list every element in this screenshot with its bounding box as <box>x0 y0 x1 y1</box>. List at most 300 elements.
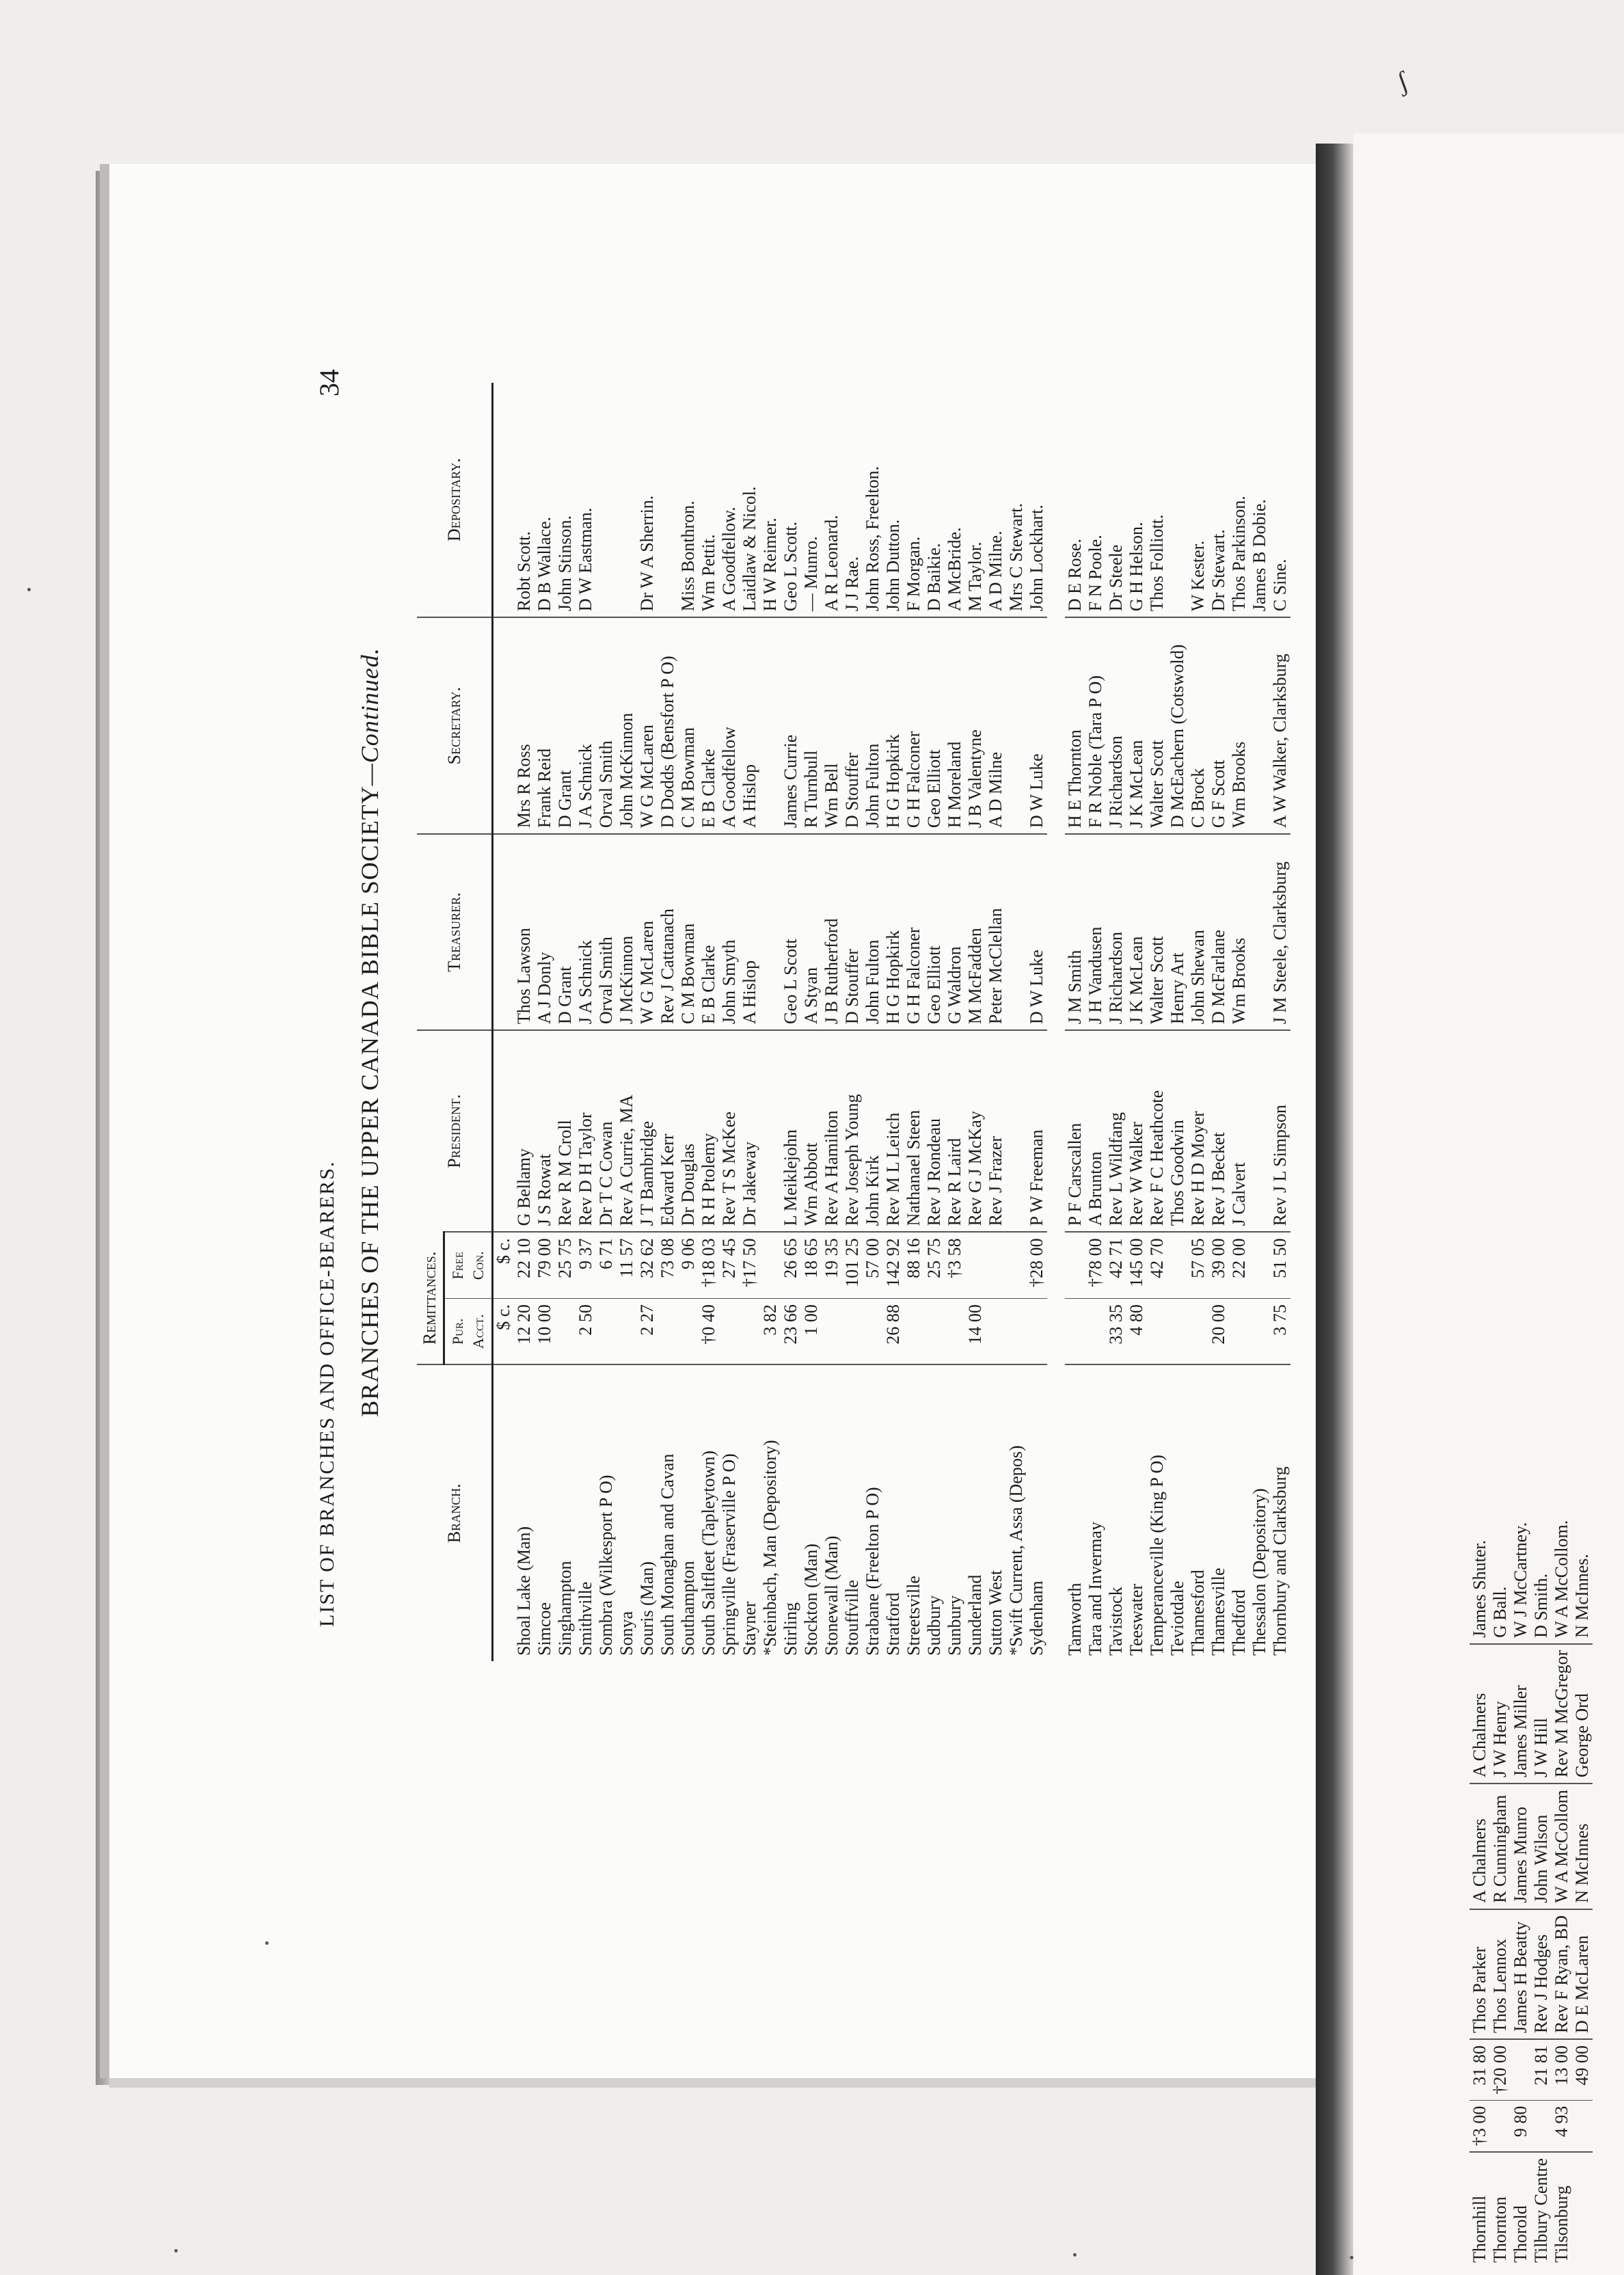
pur-acct-cell: 2 50 <box>576 1299 596 1365</box>
pur-acct-cell <box>1490 2100 1511 2152</box>
treasurer-cell: Thos Lawson <box>514 834 534 1030</box>
pur-acct-cell <box>986 1299 1006 1365</box>
pur-acct-cell: †3 00 <box>1470 2100 1490 2152</box>
header-depositary: Depositary. <box>417 383 493 617</box>
free-con-cell: †78 00 <box>1085 1232 1106 1298</box>
treasurer-cell: A J Donly <box>534 834 555 1030</box>
president-cell: Rev J Frazer <box>986 1030 1006 1232</box>
dust-speck <box>1350 2256 1353 2259</box>
treasurer-cell: D Grant <box>555 834 576 1030</box>
free-con-cell: 73 08 <box>658 1232 678 1298</box>
depositary-cell <box>1167 383 1188 617</box>
secretary-cell: A W Walker, Clarksburg <box>1270 617 1290 834</box>
table-row <box>1006 383 1027 1661</box>
secretary-cell: Wm Bell <box>822 617 842 834</box>
president-cell: James H Beatty <box>1511 1909 1531 2039</box>
president-cell: Rev L Wildfang <box>1106 1030 1126 1232</box>
pur-acct-cell <box>1006 1299 1027 1365</box>
treasurer-cell: J McKinnon <box>617 834 637 1030</box>
secretary-cell: D McEachern (Cotswold) <box>1167 617 1188 834</box>
pur-acct-cell <box>1065 1299 1085 1365</box>
free-con-cell: 26 65 <box>781 1232 801 1298</box>
president-cell: J T Bambridge <box>637 1030 658 1232</box>
depositary-cell: J J Rae. <box>842 556 862 612</box>
treasurer-cell: D McFarlane <box>1208 834 1229 1030</box>
branch-cell: Sudbury <box>924 1364 945 1661</box>
free-con-cell: 57 00 <box>863 1232 883 1298</box>
free-con-cell: 22 00 <box>1229 1232 1249 1298</box>
free-con-cell: 9 37 <box>576 1232 596 1298</box>
table-row <box>883 383 904 1661</box>
pur-acct-cell: 3 82 <box>760 1299 781 1365</box>
secretary-cell: H E Thornton <box>1065 617 1085 834</box>
depositary-cell: Dr Steele <box>1106 544 1126 612</box>
title-continued: —Continued. <box>356 647 383 786</box>
free-con-cell: 42 70 <box>1147 1232 1167 1298</box>
pur-acct-cell <box>617 1299 637 1365</box>
free-con-cell: 25 75 <box>924 1232 945 1298</box>
treasurer-cell: C M Bowman <box>678 834 699 1030</box>
treasurer-cell: Henry Art <box>1167 834 1188 1030</box>
secretary-cell: H Moreland <box>945 617 965 834</box>
depositary-cell <box>617 383 637 617</box>
treasurer-cell: Orval Smith <box>596 834 617 1030</box>
depositary-cell: Thos Folliott. <box>1147 514 1167 612</box>
president-cell: Rev G J McKay <box>965 1030 986 1232</box>
free-con-cell: 25 75 <box>555 1232 576 1298</box>
treasurer-cell: A Chalmers <box>1470 1783 1490 1909</box>
secretary-cell: A Goodfellow <box>719 617 740 834</box>
president-cell: Rev T S McKee <box>719 1030 740 1232</box>
president-cell: Nathanael Steen <box>904 1030 924 1232</box>
depositary-cell: John Lockhart. <box>1027 504 1046 612</box>
table-row <box>1027 383 1047 1661</box>
free-con-cell <box>760 1232 781 1298</box>
secretary-cell: F R Noble (Tara P O) <box>1085 617 1106 834</box>
table-row <box>1085 383 1106 1661</box>
treasurer-cell: John Fulton <box>863 834 883 1030</box>
pur-acct-cell: 4 80 <box>1126 1299 1147 1365</box>
secretary-cell <box>760 617 781 834</box>
branch-cell: Simcoe <box>534 1364 555 1661</box>
treasurer-cell: G H Falconer <box>904 834 924 1030</box>
table-row <box>555 383 576 1661</box>
branch-cell: Tara and Invermay <box>1085 1364 1106 1661</box>
depositary-cell: Miss Bonthron. <box>678 500 698 612</box>
page-number: 34 <box>314 369 344 396</box>
dust-speck <box>27 588 31 591</box>
treasurer-cell: John Shewan <box>1188 834 1208 1030</box>
depositary-cell: A D Milne. <box>986 530 1005 612</box>
header-pur-acct: Pur. Acct. <box>444 1299 493 1365</box>
president-cell: Rev M L Leitch <box>883 1030 904 1232</box>
title-text: BRANCHES OF THE UPPER CANADA BIBLE SOCIETY <box>356 785 383 1417</box>
secretary-cell: E B Clarke <box>699 617 719 834</box>
secretary-cell: J A Schnick <box>576 617 596 834</box>
pur-acct-cell: 1 00 <box>801 1299 822 1365</box>
depositary-cell: D Smith. <box>1531 1573 1551 1638</box>
president-cell: Thos Goodwin <box>1167 1030 1188 1232</box>
free-con-cell: 18 65 <box>801 1232 822 1298</box>
president-cell <box>1006 1030 1027 1232</box>
depositary-cell <box>658 383 678 617</box>
pur-acct-cell: 2 27 <box>637 1299 658 1365</box>
table-row <box>1270 383 1290 1661</box>
president-cell: R H Ptolemy <box>699 1030 719 1232</box>
branch-cell: Stonewall (Man) <box>822 1364 842 1661</box>
secretary-cell: J B Valentyne <box>965 617 986 834</box>
dust-speck <box>1073 2253 1077 2257</box>
secretary-cell: D Grant <box>555 617 576 834</box>
free-con-cell: †28 00 <box>1027 1232 1047 1298</box>
president-cell: Rev A Currie, MA <box>617 1030 637 1232</box>
table-row <box>904 383 924 1661</box>
table-row <box>617 383 637 1661</box>
treasurer-cell: D W Luke <box>1027 834 1047 1030</box>
table-row <box>801 383 822 1661</box>
table-row <box>1490 1515 1511 2268</box>
free-con-cell: 19 35 <box>822 1232 842 1298</box>
depositary-cell: D W Eastman. <box>576 507 595 612</box>
treasurer-cell: James Munro <box>1511 1783 1531 1909</box>
depositary-cell: Dr Stewart. <box>1208 529 1228 612</box>
pur-acct-cell: 4 93 <box>1552 2100 1572 2152</box>
depositary-cell: H W Reimer. <box>760 517 780 612</box>
secretary-cell: James Miller <box>1511 1644 1531 1783</box>
depositary-cell: — Munro. <box>801 536 821 612</box>
pur-acct-cell <box>842 1299 863 1365</box>
pur-acct-cell <box>1188 1299 1208 1365</box>
table-row <box>965 383 986 1661</box>
treasurer-cell: J K McLean <box>1126 834 1147 1030</box>
pur-acct-cell <box>1572 2100 1593 2152</box>
free-con-cell: 6 71 <box>596 1232 617 1298</box>
treasurer-cell: J M Steele, Clarksburg <box>1270 834 1290 1030</box>
branch-cell: Teviotdale <box>1167 1364 1188 1661</box>
branch-cell <box>1572 2152 1593 2268</box>
depositary-cell: James Shuter. <box>1470 1539 1489 1638</box>
president-cell: P W Freeman <box>1027 1030 1047 1232</box>
treasurer-cell: H G Hopkirk <box>883 834 904 1030</box>
pur-acct-cell <box>822 1299 842 1365</box>
secretary-cell: J W Hill <box>1531 1644 1552 1783</box>
table-row <box>514 383 534 1661</box>
table-row <box>1572 1515 1593 2268</box>
table-row <box>1106 383 1126 1661</box>
header-treasurer: Treasurer. <box>417 834 493 1030</box>
treasurer-cell: Wm Brooks <box>1229 834 1249 1030</box>
branch-cell: Streetsville <box>904 1364 924 1661</box>
depositary-cell: Robt Scott. <box>514 531 534 612</box>
secretary-cell: C Brock <box>1188 617 1208 834</box>
free-con-cell: 13 00 <box>1552 2039 1572 2100</box>
branch-cell: Shoal Lake (Man) <box>514 1364 534 1661</box>
pen-mark-icon: ʃ <box>1392 65 1412 97</box>
pur-acct-cell: 20 00 <box>1208 1299 1229 1365</box>
treasurer-cell: N McInnes <box>1572 1783 1593 1909</box>
secretary-cell: John Fulton <box>863 617 883 834</box>
table-row <box>1188 383 1208 1661</box>
branch-cell: *Steinbach, Man (Depository) <box>760 1364 781 1661</box>
branch-cell: Sunbury <box>945 1364 965 1661</box>
pur-acct-cell <box>945 1299 965 1365</box>
free-con-cell: 88 16 <box>904 1232 924 1298</box>
treasurer-cell: Geo L Scott <box>781 834 801 1030</box>
branch-cell: Sunderland <box>965 1364 986 1661</box>
depositary-cell: W A McCollom. <box>1552 1520 1571 1638</box>
free-con-cell: 79 00 <box>534 1232 555 1298</box>
free-con-cell: 31 80 <box>1470 2039 1490 2100</box>
president-cell <box>1249 1030 1270 1232</box>
table-row <box>1229 383 1249 1661</box>
table-row <box>1511 1515 1531 2268</box>
header-president: President. <box>417 1030 493 1232</box>
pur-acct-cell <box>904 1299 924 1365</box>
president-cell: Dr Douglas <box>678 1030 699 1232</box>
branch-cell: Stirling <box>781 1364 801 1661</box>
president-cell: Thos Parker <box>1470 1909 1490 2039</box>
table-row <box>924 383 945 1661</box>
page-title <box>355 383 384 1682</box>
free-con-cell <box>1167 1232 1188 1298</box>
treasurer-cell: A Hislop <box>740 834 760 1030</box>
dust-speck <box>174 2249 178 2252</box>
pur-acct-cell: 14 00 <box>965 1299 986 1365</box>
secretary-cell: Geo Elliott <box>924 617 945 834</box>
branch-cell: Sombra (Wilkesport P O) <box>596 1364 617 1661</box>
treasurer-cell: J H Vandusen <box>1085 834 1106 1030</box>
secretary-cell: John McKinnon <box>617 617 637 834</box>
free-con-cell <box>965 1232 986 1298</box>
depositary-cell: Dr W A Sherrin. <box>637 495 657 612</box>
free-con-cell: 32 62 <box>637 1232 658 1298</box>
pur-acct-cell <box>1027 1299 1047 1365</box>
treasurer-cell: Geo Elliott <box>924 834 945 1030</box>
rotated-page-content <box>308 369 1333 1682</box>
pur-acct-cell: †0 40 <box>699 1299 719 1365</box>
president-cell: G Bellamy <box>514 1030 534 1232</box>
table-row <box>1552 1515 1572 2268</box>
branch-cell: Thornton <box>1490 2152 1511 2268</box>
secretary-cell: Rev M McGregor <box>1552 1644 1572 1783</box>
header-remittances: Remittances. <box>417 1232 444 1364</box>
secretary-cell: G F Scott <box>1208 617 1229 834</box>
pur-acct-cell <box>1147 1299 1167 1365</box>
branch-cell: Southampton <box>678 1364 699 1661</box>
depositary-cell: Thos Parkinson. <box>1229 496 1249 612</box>
secretary-cell: D Stouffer <box>842 617 863 834</box>
free-con-cell <box>1511 2039 1531 2100</box>
branch-cell: Thessalon (Depository) <box>1249 1364 1270 1661</box>
treasurer-cell <box>1006 834 1027 1030</box>
president-cell: A Brunton <box>1085 1030 1106 1232</box>
president-cell: Rev D H Taylor <box>576 1030 596 1232</box>
header-secretary: Secretary. <box>417 617 493 834</box>
free-con-cell: 9 06 <box>678 1232 699 1298</box>
treasurer-cell: W G McLaren <box>637 834 658 1030</box>
dust-speck <box>265 1941 269 1945</box>
president-cell: Rev F C Heathcote <box>1147 1030 1167 1232</box>
header-free-con: Free Con. <box>444 1232 493 1298</box>
president-cell <box>760 1030 781 1232</box>
president-cell: J S Rowat <box>534 1030 555 1232</box>
treasurer-cell: G Waldron <box>945 834 965 1030</box>
table-row <box>576 383 596 1661</box>
treasurer-cell: R Cunningham <box>1490 1783 1511 1909</box>
secretary-cell: C M Bowman <box>678 617 699 834</box>
depositary-cell: D Baikie. <box>924 543 944 612</box>
free-con-cell: 101 25 <box>842 1232 863 1298</box>
secretary-cell: D W Luke <box>1027 617 1047 834</box>
branch-cell: Stouffville <box>842 1364 863 1661</box>
depositary-cell: G H Helson. <box>1126 522 1146 612</box>
treasurer-cell: E B Clarke <box>699 834 719 1030</box>
table-row <box>1208 383 1229 1661</box>
pur-acct-cell <box>863 1299 883 1365</box>
president-cell: Rev J Becket <box>1208 1030 1229 1232</box>
table-row <box>658 383 678 1661</box>
treasurer-cell: Peter McClellan <box>986 834 1006 1030</box>
table-row <box>863 383 883 1661</box>
branch-cell: South Saltfleet (Tapleytown) <box>699 1364 719 1661</box>
president-cell: D E McLaren <box>1572 1909 1593 2039</box>
secretary-cell: A D Milne <box>986 617 1006 834</box>
pur-acct-cell: 26 88 <box>883 1299 904 1365</box>
branch-cell: Souris (Man) <box>637 1364 658 1661</box>
depositary-cell: Geo L Scott. <box>781 522 800 612</box>
depositary-cell: F N Poole. <box>1085 535 1105 612</box>
free-con-cell: 51 50 <box>1270 1232 1290 1298</box>
table-row <box>719 383 740 1661</box>
secretary-cell: G H Falconer <box>904 617 924 834</box>
free-con-cell: 142 92 <box>883 1232 904 1298</box>
free-con-cell: †17 50 <box>740 1232 760 1298</box>
president-cell: Thos Lennox <box>1490 1909 1511 2039</box>
branches-table <box>417 383 1290 1661</box>
pur-acct-cell <box>1249 1299 1270 1365</box>
table-row <box>1147 383 1167 1661</box>
depositary-cell: M Taylor. <box>965 541 985 612</box>
free-con-cell <box>1249 1232 1270 1298</box>
treasurer-cell: M McFadden <box>965 834 986 1030</box>
depositary-cell: John Stinson. <box>555 515 575 612</box>
table-row <box>1126 383 1147 1661</box>
secretary-cell: Walter Scott <box>1147 617 1167 834</box>
branch-cell: South Monaghan and Cavan <box>658 1364 678 1661</box>
branch-cell: Stayner <box>740 1364 760 1661</box>
pur-acct-cell <box>740 1299 760 1365</box>
free-con-cell: 22 10 <box>514 1232 534 1298</box>
secretary-cell: George Ord <box>1572 1644 1593 1783</box>
branch-cell: Thedford <box>1229 1364 1249 1661</box>
table-row <box>781 383 801 1661</box>
branch-cell: Stratford <box>883 1364 904 1661</box>
president-cell: Rev R Laird <box>945 1030 965 1232</box>
branch-cell: Sutton West <box>986 1364 1006 1661</box>
table-row <box>822 383 842 1661</box>
president-cell: Rev A Hamilton <box>822 1030 842 1232</box>
pur-acct-cell <box>658 1299 678 1365</box>
treasurer-cell: W A McCollom <box>1552 1783 1572 1909</box>
unit-free: $ c. <box>493 1232 515 1298</box>
pur-acct-cell <box>1229 1299 1249 1365</box>
right-page-content <box>1470 1520 1624 2275</box>
treasurer-cell: J B Rutherford <box>822 834 842 1030</box>
free-con-cell: †20 00 <box>1490 2039 1511 2100</box>
president-cell: Rev H D Moyer <box>1188 1030 1208 1232</box>
depositary-cell: F Morgan. <box>904 536 923 612</box>
secretary-cell <box>1249 617 1270 834</box>
secretary-cell: D Dodds (Bensfort P O) <box>658 617 678 834</box>
treasurer-cell: J Richardson <box>1106 834 1126 1030</box>
president-cell: Dr T C Cowan <box>596 1030 617 1232</box>
secretary-cell: A Chalmers <box>1470 1644 1490 1783</box>
free-con-cell: 49 00 <box>1572 2039 1593 2100</box>
right-page-table-body <box>1470 1515 1593 2268</box>
president-cell: Dr Jakeway <box>740 1030 760 1232</box>
free-con-cell <box>1065 1232 1085 1298</box>
branch-cell: Stockton (Man) <box>801 1364 822 1661</box>
president-cell: Rev W Walker <box>1126 1030 1147 1232</box>
unit-pur: $ c. <box>493 1299 515 1365</box>
branch-cell: Thornhill <box>1470 2152 1490 2268</box>
depositary-cell: W Kester. <box>1188 540 1208 612</box>
depositary-cell: James B Dobie. <box>1249 499 1269 612</box>
depositary-cell: C Sine. <box>1270 558 1290 612</box>
secretary-cell: A Hislop <box>740 617 760 834</box>
depositary-cell: N McInnes. <box>1572 1554 1592 1638</box>
free-con-cell: †3 58 <box>945 1232 965 1298</box>
treasurer-cell: D Stouffer <box>842 834 863 1030</box>
branch-cell: Thamesford <box>1188 1364 1208 1661</box>
pur-acct-cell <box>1085 1299 1106 1365</box>
president-cell: Edward Kerr <box>658 1030 678 1232</box>
branch-cell: Teeswater <box>1126 1364 1147 1661</box>
secretary-cell: Frank Reid <box>534 617 555 834</box>
table-row <box>740 383 760 1661</box>
secretary-cell: J K McLean <box>1126 617 1147 834</box>
depositary-cell: D B Wallace. <box>534 516 554 612</box>
president-cell: L Meiklejohn <box>781 1030 801 1232</box>
pur-acct-cell <box>719 1299 740 1365</box>
table-row <box>678 383 699 1661</box>
secretary-cell: R Turnbull <box>801 617 822 834</box>
free-con-cell <box>1006 1232 1027 1298</box>
depositary-cell: A Goodfellow. <box>719 507 739 612</box>
pur-acct-cell <box>555 1299 576 1365</box>
treasurer-cell <box>1249 834 1270 1030</box>
depositary-cell: A R Leonard. <box>822 515 841 612</box>
branch-cell: Smithville <box>576 1364 596 1661</box>
branch-cell: Tavistock <box>1106 1364 1126 1661</box>
branch-cell: Thamesville <box>1208 1364 1229 1661</box>
pur-acct-cell: 9 80 <box>1511 2100 1531 2152</box>
free-con-cell: 39 00 <box>1208 1232 1229 1298</box>
secretary-cell <box>1006 617 1027 834</box>
branch-cell: Tilbury Centre <box>1531 2152 1552 2268</box>
secretary-cell: Orval Smith <box>596 617 617 834</box>
table-row <box>986 383 1006 1661</box>
pur-acct-cell: 12 20 <box>514 1299 534 1365</box>
pur-acct-cell: 3 75 <box>1270 1299 1290 1365</box>
secretary-cell: Mrs R Ross <box>514 617 534 834</box>
president-cell: Rev J L Simpson <box>1270 1030 1290 1232</box>
depositary-cell: Laidlaw & Nicol. <box>740 486 759 612</box>
table-row <box>1470 1515 1490 2268</box>
branch-cell: Thorold <box>1511 2152 1531 2268</box>
secretary-cell: W G McLaren <box>637 617 658 834</box>
secretary-cell: James Currie <box>781 617 801 834</box>
